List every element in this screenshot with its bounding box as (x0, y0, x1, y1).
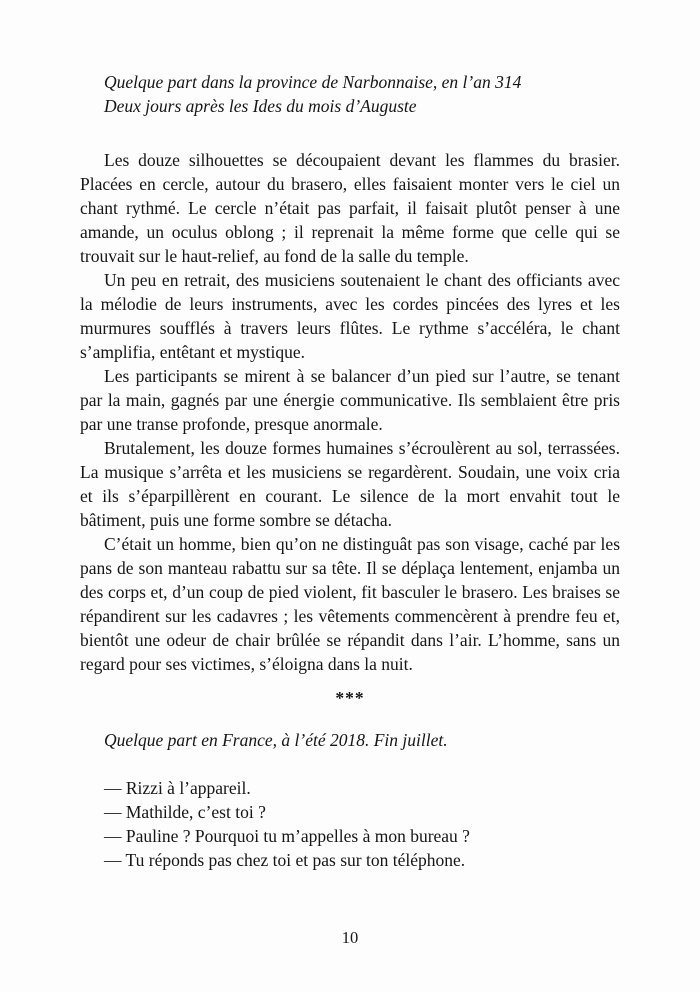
scene-setting-line: Quelque part en France, à l’été 2018. Fin juillet. (104, 730, 448, 750)
dialogue-line: — Mathilde, c’est toi ? (104, 802, 266, 822)
dialogue-block (80, 776, 620, 872)
dialogue-line: — Tu réponds pas chez toi et pas sur ton téléphone. (104, 850, 466, 870)
paragraph: Brutalement, les douze formes humaines s’écroulèrent au sol, terrassées. La musique s’arrêta et les musiciens se regardèrent. Soudain, une voix cria et ils s’éparpillèrent en courant. Le silence de la mort envahit tout le bâtiment, puis une forme sombre se détacha. (80, 438, 620, 530)
paragraph: C’était un homme, bien qu’on ne distinguât pas son visage, caché par les pans de son manteau rabattu sur sa tête. Il se déplaça lentement, enjamba un des corps et, d’un coup de pied violent, fit basculer le brasero. Les braises se répandirent sur les cadavres ; les vêtements commencèrent à prendre feu et, bientôt une odeur de chair brûlée se répandit dans l’air. L’homme, sans un regard pour ses victimes, s’éloigna dans la nuit. (80, 534, 620, 674)
chapter-epigraph (80, 70, 620, 118)
body-text (80, 148, 620, 676)
page-number: 10 (341, 928, 359, 947)
paragraph: Les douze silhouettes se découpaient devant les flammes du brasier. Placées en cercle, autour du brasero, elles faisaient monter vers le ciel un chant rythmé. Le cercle n’était pas parfait, il faisait plutôt penser à une amande, un oculus oblong ; il reprenait la même forme que celle qui se trouvait sur le haut-relief, au fond de la salle du temple. (80, 150, 620, 266)
paragraph: Un peu en retrait, des musiciens soutenaient le chant des officiants avec la mélodie de leurs instruments, avec les cordes pincées des lyres et les murmures soufflés à travers leurs flûtes. Le rythme s’accéléra, le chant s’amplifia, entêtant et mystique. (80, 270, 620, 362)
epigraph-line-1: Quelque part dans la province de Narbonnaise, en l’an 314 (104, 72, 522, 92)
epigraph-line-2: Deux jours après les Ides du mois d’Auguste (104, 96, 417, 116)
dialogue-line: — Rizzi à l’appareil. (104, 778, 251, 798)
scene-separator: *** (335, 688, 365, 708)
paragraph: Les participants se mirent à se balancer d’un pied sur l’autre, se tenant par la main, gagnés par une énergie communicative. Ils semblaient être pris par une transe profonde, presque anormale. (80, 366, 620, 434)
dialogue-line: — Pauline ? Pourquoi tu m’appelles à mon bureau ? (104, 826, 470, 846)
